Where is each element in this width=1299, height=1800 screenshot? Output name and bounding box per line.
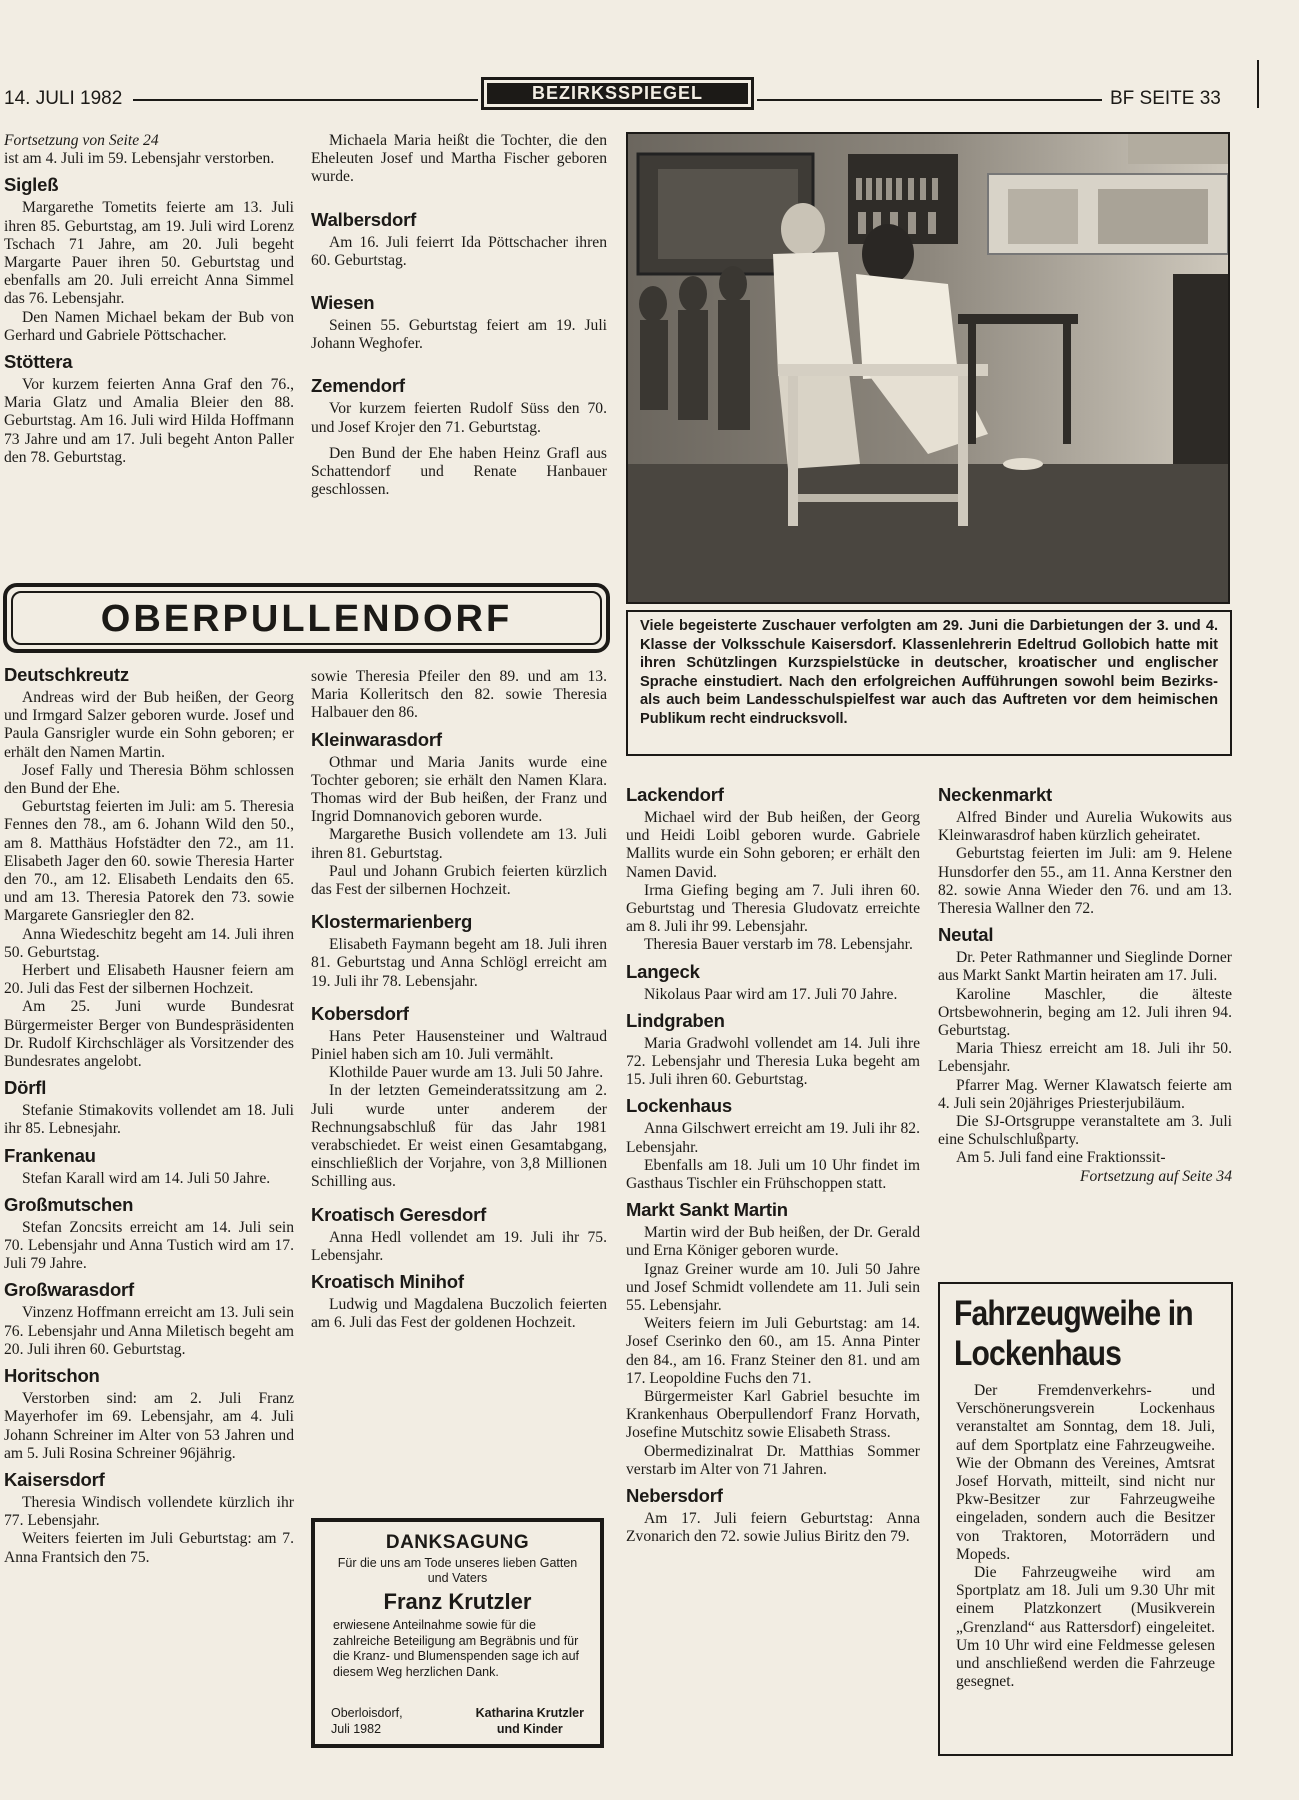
heading-langeck: Langeck — [626, 960, 700, 982]
heading-lackendorf: Lackendorf — [626, 784, 724, 805]
column-2 — [311, 668, 607, 1332]
column-3 — [626, 784, 920, 1547]
heading-neckenmarkt: Neckenmarkt — [938, 784, 1053, 805]
paragraph: Stefan Karall wird am 14. Juli 50 Jahre. — [22, 1169, 271, 1187]
column-1-top — [4, 132, 294, 467]
fahrzeugweihe-box — [938, 1282, 1233, 1756]
paragraph: Theresia Windisch vollendete kürzlich ihr 77. Lebensjahr. — [4, 1493, 294, 1530]
paragraph: Dr. Peter Rathmanner und Sieglinde Dorner aus Markt Sankt Martin heiraten am 17. Juli. — [938, 949, 1232, 985]
page-number: BF SEITE 33 — [1110, 88, 1221, 109]
paragraph: Maria Gradwohl vollendet am 14. Juli ihre 72. Lebensjahr und Theresia Luka begeht am 15. Juli ihren 60. Geburtstag. — [626, 1034, 920, 1089]
heading-nebersdorf: Nebersdorf — [626, 1485, 723, 1507]
paragraph: Elisabeth Faymann begeht am 18. Juli ihren 81. Geburtstag und Anna Schlögl erreicht am 19. Juli ihr 78. Lebensjahr. — [311, 936, 607, 990]
heading-grossmutschen: Großmutschen — [4, 1193, 134, 1215]
paragraph: Geburtstag feierten im Juli: am 5. Theresia Fennes den 78., am 6. Johann Wild den 50., am 8. Matthäus Hofstädter den 72., am 11. Elisabeth Jager den 60. sowie Theresia Harter den 70., am 12. Elisabeth Lendaits den 65. und am 13. Theresia Patorek den 73. sowie Margarete Gansriegler den 82. — [4, 798, 294, 925]
heading-zemendorf: Zemendorf — [311, 375, 405, 397]
paragraph: Anna Gilschwert erreicht am 19. Juli ihr 82. Lebensjahr. — [626, 1120, 920, 1156]
paragraph: In der letzten Gemeinderatssitzung am 2. Juli wurde unter anderem der Rechnungsabschluß für das Jahr 1981 verabschiedet. Er weist einen Gesamtabgang, einschließlich der Vorjahre, von 3,8 Millionen Schilling aus. — [311, 1082, 607, 1191]
heading-kobersdorf: Kobersdorf — [311, 1002, 409, 1024]
danksagung-body: erwiesene Anteilnahme sowie für die zahlreiche Beteiligung am Begräbnis und für die Kranz- und Blumenspenden sage ich auf diesem Weg herzlichen Dank. — [333, 1618, 579, 1679]
heading-grosswarasdorf: Großwarasdorf — [4, 1279, 135, 1301]
paragraph: Am 17. Juli feiern Geburtstag: Anna Zvonarich den 72. sowie Julius Biritz den 79. — [626, 1510, 920, 1546]
heading-kaisersdorf: Kaisersdorf — [4, 1468, 105, 1490]
heading-sigless: Sigleß — [4, 174, 59, 196]
paragraph: Weiters feiern im Juli Geburtstag: am 14. Josef Cserinko den 60., am 15. Anna Pinter den 84., am 16. Franz Steiner den 81. und am 17. Leopoldine Fuchs den 71. — [626, 1315, 920, 1387]
paragraph: Margarethe Tometits feierte am 13. Juli ihren 85. Geburtstag, am 19. Juli wird Lorenz Tschach 71 Jahre, am 20. Juli begeht Margarte Pauer ihren 50. Geburtstag und ebenfalls am 20. Juli erreicht Anna Simmel das 76. Lebensjahr. — [4, 199, 294, 308]
paragraph: Bürgermeister Karl Gabriel besuchte im Krankenhaus Oberpullendorf Franz Horvath, Josefine Mutschitz sowie Elisabeth Strass. — [626, 1388, 920, 1442]
paragraph: Hans Peter Hausensteiner und Waltraud Piniel haben sich am 10. Juli vermählt. — [311, 1027, 607, 1064]
danksagung-title: DANKSAGUNG — [385, 1532, 530, 1553]
paragraph: Seinen 55. Geburtstag feiert am 19. Juli Johann Weghofer. — [311, 317, 607, 353]
danksagung-intro: Für die uns am Tode unseres lieben Gatten und Vaters — [337, 1556, 578, 1585]
paragraph: Michael wird der Bub heißen, der Georg und Heidi Loibl geboren wurde. Gabriele Mallits wurde ein Sohn geboren; er erhält den Namen David. — [626, 809, 920, 881]
photo-illustration — [628, 134, 1228, 602]
heading-kleinwarasdorf: Kleinwarasdorf — [311, 728, 442, 750]
paragraph: Den Namen Michael bekam der Bub von Gerhard und Gabriele Pöttschacher. — [4, 308, 294, 344]
heading-neutal: Neutal — [938, 924, 994, 946]
heading-deutschkreutz: Deutschkreutz — [4, 664, 129, 685]
paragraph: Ludwig und Magdalena Buczolich feierten am 6. Juli das Fest der goldenen Hochzeit. — [311, 1296, 607, 1332]
signature-line-1: Katharina Krutzler — [475, 1706, 584, 1720]
deceased-name: Franz Krutzler — [383, 1589, 532, 1614]
paragraph: Nikolaus Paar wird am 17. Juli 70 Jahre. — [644, 985, 898, 1003]
district-title: OBERPULLENDORF — [11, 591, 602, 645]
column-2-top — [311, 132, 607, 499]
danksagung-place: Oberloisdorf, — [331, 1706, 403, 1720]
paragraph: Am 5. Juli fand eine Fraktionssit- — [956, 1149, 1166, 1167]
paragraph: Der Fremdenverkehrs- und Verschönerungsverein Lockenhaus veranstaltet am Sonntag, dem 18. Juli, auf dem Sportplatz eine Fahrzeugweihe. Wie der Obmann des Vereines, Amtsrat Josef Horvath, mitteilt, sind nicht nur Pkw-Besitzer zur Fahrzeugweihe eingeladen, sondern auch die Besitzer von Traktoren, Motorrädern und Mopeds. — [956, 1382, 1215, 1563]
heading-frankenau: Frankenau — [4, 1144, 96, 1166]
fahrzeugweihe-title: Fahrzeugweihe in Lockenhaus — [954, 1294, 1193, 1373]
heading-lockenhaus: Lockenhaus — [626, 1095, 732, 1117]
paragraph: Pfarrer Mag. Werner Klawatsch feierte am 4. Juli sein 20jähriges Priesterjubiläum. — [938, 1076, 1232, 1112]
paragraph: ist am 4. Juli im 59. Lebensjahr verstorben. — [4, 150, 275, 168]
paragraph: Am 25. Juni wurde Bundesrat Bürgermeister Berger von Bundespräsidenten Dr. Rudolf Kirchschläger als Vorsitzender des Bundesrates angelobt. — [4, 998, 294, 1071]
column-1 — [4, 664, 294, 1567]
paragraph: Stefan Zoncsits erreicht am 14. Juli sein 70. Lebensjahr und Anna Tustich wird am 17. Juli 79 Jahre. — [4, 1218, 294, 1273]
header-rule-right — [757, 99, 1102, 101]
header-rule-left — [133, 99, 478, 101]
paragraph: Theresia Bauer verstarb im 78. Lebensjahr. — [644, 936, 913, 954]
issue-date: 14. JULI 1982 — [4, 88, 123, 109]
paragraph: Michaela Maria heißt die Tochter, die den Eheleuten Josef und Martha Fischer geboren wurde. — [311, 132, 607, 186]
heading-wiesen: Wiesen — [311, 292, 375, 314]
fahrzeugweihe-body — [956, 1382, 1215, 1691]
danksagung-place-date — [331, 1706, 403, 1737]
paragraph: Obermedizinalrat Dr. Matthias Sommer verstarb im Alter von 71 Jahren. — [626, 1442, 920, 1478]
heading-markt-sankt-martin: Markt Sankt Martin — [626, 1199, 788, 1221]
paragraph: Martin wird der Bub heißen, der Dr. Gerald und Erna Königer geboren wurde. — [626, 1224, 920, 1260]
paragraph: Karoline Maschler, die älteste Ortsbewohnerin, beging am 12. Juli ihren 94. Geburtstag. — [938, 985, 1232, 1040]
paragraph: Paul und Johann Grubich feierten kürzlich das Fest der silbernen Hochzeit. — [311, 862, 607, 899]
paragraph: Anna Wiedeschitz begeht am 14. Juli ihren 50. Geburtstag. — [4, 925, 294, 961]
heading-lindgraben: Lindgraben — [626, 1009, 725, 1031]
paragraph: Margarethe Busich vollendete am 13. Juli ihren 81. Geburtstag. — [311, 826, 607, 862]
heading-walbersdorf: Walbersdorf — [311, 208, 417, 230]
paragraph: Othmar und Maria Janits wurde eine Tochter geboren; sie erhält den Namen Klara. Thomas wird der Bub heißen, der Franz und Ingrid Domnanovich geboren wurde. — [311, 753, 607, 826]
paragraph: Vor kurzem feierten Rudolf Süss den 70. und Josef Krojer den 71. Geburtstag. — [311, 400, 607, 436]
paragraph: Andreas wird der Bub heißen, der Georg und Irmgard Salzer geboren wurde. Josef und Paula Gansrigler wurde ein Sohn geboren; er erhält den Namen Martin. — [4, 689, 294, 761]
danksagung-signature — [476, 1706, 584, 1737]
column-4 — [938, 784, 1232, 1186]
signature-line-2: und Kinder — [496, 1721, 563, 1736]
paragraph: Verstorben sind: am 2. Juli Franz Mayerhofer im 69. Lebensjahr, am 4. Juli Johann Schreiner im Alter von 53 Jahren und am 5. Juli Rosina Schreiner 96jährig. — [4, 1390, 294, 1462]
paragraph: Ebenfalls am 18. Juli um 10 Uhr findet im Gasthaus Tischler ein Frühschoppen statt. — [626, 1156, 920, 1193]
paragraph: Die SJ-Ortsgruppe veranstaltete am 3. Juli eine Schulschlußparty. — [938, 1113, 1232, 1149]
paragraph: Den Bund der Ehe haben Heinz Grafl aus Schattendorf und Renate Hanbauer geschlossen. — [311, 444, 607, 499]
paragraph: Die Fahrzeugweihe wird am Sportplatz am 18. Juli um 9.30 Uhr mit einem Platzkonzert (Musikverein „Grenzland“ aus Rattersdorf) eingeleitet. Um 10 Uhr wird eine Feldmesse gelesen und anschließend werden die Fahrzeuge gesegnet. — [956, 1564, 1215, 1691]
paragraph: Anna Hedl vollendet am 19. Juli ihr 75. Lebensjahr. — [311, 1228, 607, 1264]
danksagung-notice — [311, 1518, 604, 1748]
paragraph: sowie Theresia Pfeiler den 89. und am 13. Maria Kolleritsch den 82. sowie Theresia Halbauer den 86. — [311, 668, 607, 722]
paragraph: Klothilde Pauer wurde am 13. Juli 50 Jahre. — [329, 1064, 604, 1082]
paragraph: Irma Giefing beging am 7. Juli ihren 60. Geburtstag und Theresia Gludovatz erreichte am 8. Juli ihr 99. Lebensjahr. — [626, 881, 920, 936]
photo-caption: Viele begeisterte Zuschauer verfolgten am 29. Juni die Darbietungen der 3. und 4. Klasse der Volksschule Kaisersdorf. Klassenlehrerin Edeltrud Gollobich hatte mit ihren Schützlingen Kurzspielstücke in deutscher, kroatischer und englischer Sprache einstudiert. Nach den erfolgreichen Aufführungen sowohl beim Bezirks- als auch beim Landesschulspielfest war auch das Auftreten vor dem heimischen Publikum recht eindrucksvoll. — [626, 610, 1232, 756]
paragraph: Am 16. Juli feierrt Ida Pöttschacher ihren 60. Geburtstag. — [311, 233, 607, 269]
heading-stoettera: Stöttera — [4, 351, 73, 373]
heading-doerfl: Dörfl — [4, 1077, 47, 1099]
paragraph: Josef Fally und Theresia Böhm schlossen den Bund der Ehe. — [4, 761, 294, 798]
paragraph: Geburtstag feierten im Juli: am 9. Helene Hunsdorfer den 55., am 11. Anna Kerstner den 82. sowie Anna Wieder den 76. und am 13. Theresia Wallner den 72. — [938, 845, 1232, 918]
heading-horitschon: Horitschon — [4, 1365, 100, 1387]
heading-kroatisch-geresdorf: Kroatisch Geresdorf — [311, 1203, 487, 1225]
continuation-to: Fortsetzung auf Seite 34 — [1079, 1167, 1232, 1185]
school-play-photo — [626, 132, 1230, 604]
section-title: BEZIRKSSPIEGEL — [487, 83, 748, 104]
paragraph: Vor kurzem feierten Anna Graf den 76., Maria Glatz und Amalia Bleier den 88. Geburtstag. Am 16. Juli wird Hilda Hoffmann 73 Jahre und am 17. Juli begeht Anton Paller den 78. Geburtstag. — [4, 376, 294, 466]
paragraph: Maria Thiesz erreicht am 18. Juli ihr 50. Lebensjahr. — [938, 1040, 1232, 1076]
paragraph: Stefanie Stimakovits vollendet am 18. Juli ihr 85. Lebnesjahr. — [4, 1102, 294, 1138]
paragraph: Weiters feierten im Juli Geburtstag: am 7. Anna Frantsich den 75. — [4, 1530, 294, 1566]
danksagung-date: Juli 1982 — [331, 1721, 382, 1736]
heading-kroatisch-minihof: Kroatisch Minihof — [311, 1271, 464, 1293]
paragraph: Ignaz Greiner wurde am 10. Juli 50 Jahre und Josef Schmidt vollendete am 11. Juli sein 55. Lebensjahr. — [626, 1260, 920, 1315]
paragraph: Alfred Binder und Aurelia Wukowits aus Kleinwarasdrof haben kürzlich geheiratet. — [938, 809, 1232, 845]
district-banner — [3, 583, 610, 653]
heading-klostermarienberg: Klostermarienberg — [311, 911, 473, 933]
margin-mark — [1257, 60, 1259, 108]
paragraph: Herbert und Elisabeth Hausner feiern am 20. Juli das Fest der silbernen Hochzeit. — [4, 962, 294, 998]
paragraph: Vinzenz Hoffmann erreicht am 13. Juli sein 76. Lebensjahr und Anna Miletisch begeht am 20. Juli ihren 60. Geburtstag. — [4, 1304, 295, 1358]
section-banner — [481, 77, 754, 110]
continuation-from: Fortsetzung von Seite 24 — [4, 132, 159, 149]
